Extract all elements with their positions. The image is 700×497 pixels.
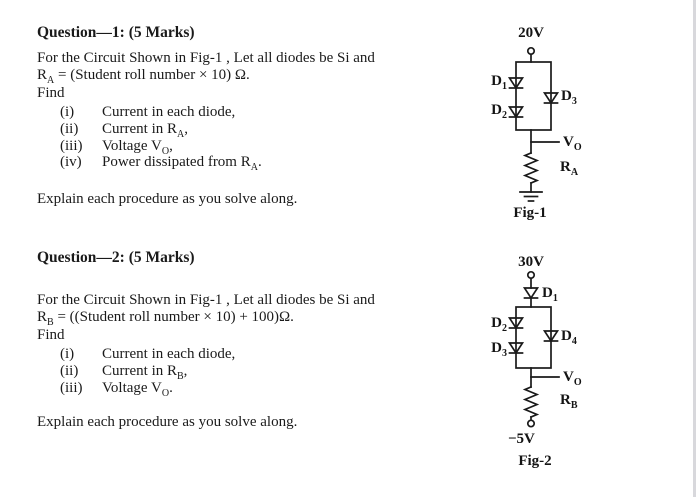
fig1-resistor-label: $R_A$ xyxy=(560,159,579,178)
fig2-supply-voltage-label: 30V xyxy=(518,254,544,270)
item-text: Voltage $V_O$. xyxy=(102,379,173,399)
question-1-find-label: Find xyxy=(37,84,65,101)
fig2-neg-supply-voltage-label: −5V xyxy=(508,431,535,447)
resistor-rb-icon xyxy=(525,387,537,417)
supply-terminal-icon xyxy=(528,272,534,278)
fig1-diode-d3-label: $D_3$ xyxy=(561,88,577,107)
question-2-items xyxy=(37,346,462,399)
item-number: (iii) xyxy=(60,137,83,154)
item-text: Current in each diode, xyxy=(102,104,236,120)
fig2-diode-d2-label: $D_2$ xyxy=(491,315,507,334)
item-text: Voltage $V_O$, xyxy=(102,137,173,157)
item-number: (i) xyxy=(60,346,75,362)
fig2-caption: Fig-2 xyxy=(518,453,552,469)
question-2-intro-line-1: For the Circuit Shown in Fig-1 , Let all diodes be Si and xyxy=(37,291,375,308)
question-2-note: Explain each procedure as you solve along. xyxy=(37,414,298,431)
question-2-find-label: Find xyxy=(37,326,65,343)
question-1-items xyxy=(37,104,462,174)
item-text: Current in $R_B$, xyxy=(102,362,188,382)
neg-supply-terminal-icon xyxy=(528,420,534,426)
list-item xyxy=(37,380,462,397)
diode-d1-icon xyxy=(525,288,538,298)
fig2-diode-d3-label: $D_3$ xyxy=(491,340,507,359)
item-number: (iii) xyxy=(60,379,83,396)
question-1-intro-line-1: For the Circuit Shown in Fig-1 , Let all diodes be Si and xyxy=(37,49,375,66)
item-number: (ii) xyxy=(60,120,79,137)
fig1-caption: Fig-1 xyxy=(513,205,547,221)
item-text: Power dissipated from $R_A$. xyxy=(102,154,262,174)
fig1-supply-voltage-label: 20V xyxy=(518,25,544,41)
list-item xyxy=(37,104,462,121)
list-item xyxy=(37,121,462,138)
item-text: Current in $R_A$, xyxy=(102,120,188,140)
page-right-edge xyxy=(693,0,696,497)
question-1-block xyxy=(37,24,462,209)
fig2-resistor-label: $R_B$ xyxy=(560,392,578,411)
fig1-diode-d2-label: $D_2$ xyxy=(491,102,507,121)
item-text: Current in each diode, xyxy=(102,346,236,362)
figure-1 xyxy=(478,12,638,230)
item-number: (ii) xyxy=(60,362,79,379)
fig2-vout-label: $V_O$ xyxy=(563,369,582,388)
supply-terminal-icon xyxy=(528,48,534,54)
question-1-heading: Question—1: (5 Marks) xyxy=(37,24,195,41)
list-item xyxy=(37,154,462,174)
fig2-diode-d1-label: $D_1$ xyxy=(542,285,558,304)
question-2-block xyxy=(37,249,462,432)
list-item xyxy=(37,346,462,363)
fig1-diode-d1-label: $D_1$ xyxy=(491,73,507,92)
item-number: (iv) xyxy=(60,154,82,171)
fig1-vout-label: $V_O$ xyxy=(563,134,582,153)
resistor-ra-icon xyxy=(525,153,537,183)
figure-2 xyxy=(478,250,638,495)
circuit-diagram-fig1 xyxy=(478,12,638,230)
ground-icon xyxy=(520,192,542,201)
question-1-intro-line-2: $R_A$ = (Student roll number × 10) Ω. xyxy=(37,67,250,86)
question-2-heading: Question—2: (5 Marks) xyxy=(37,249,195,266)
branch-loop-wires xyxy=(516,307,551,368)
item-number: (i) xyxy=(60,104,75,120)
fig2-diode-d4-label: $D_4$ xyxy=(561,328,577,347)
list-item xyxy=(37,138,462,155)
question-2-intro-line-2: $R_B$ = ((Student roll number × 10) + 100)Ω. xyxy=(37,309,294,328)
list-item xyxy=(37,363,462,380)
question-1-note: Explain each procedure as you solve along. xyxy=(37,191,298,208)
